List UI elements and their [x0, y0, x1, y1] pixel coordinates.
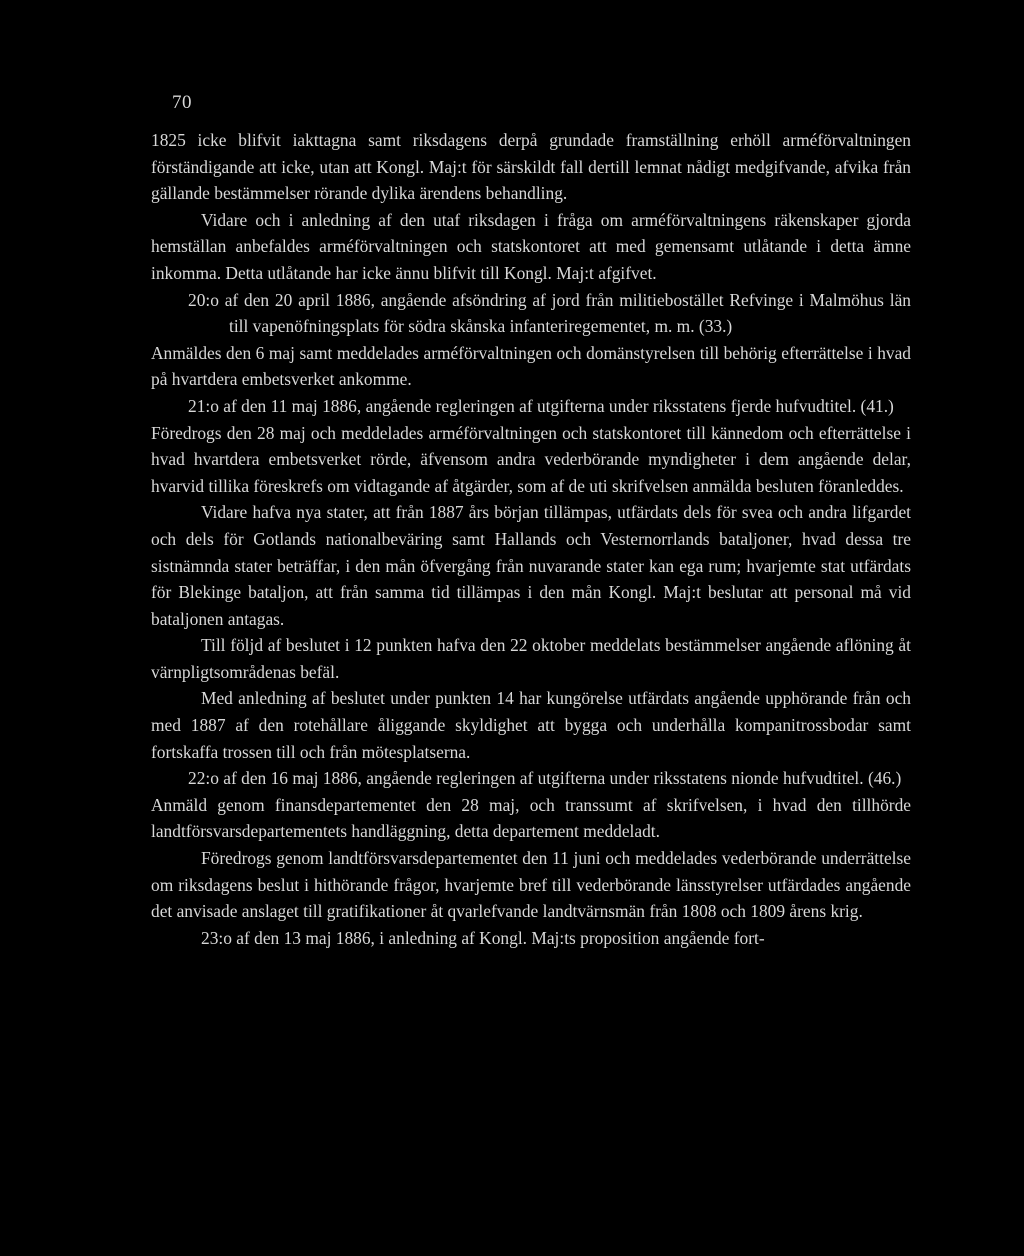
paragraph: Vidare och i anledning af den utaf riksdagen i fråga om arméförvaltningens räkenskaper gjorda hemställan anbefaldes arméförvaltningen och statskontoret att med gemensamt utlåtande i detta ämne inkomma. Detta utlåtande har icke ännu blifvit till Kongl. Maj:t afgifvet. — [151, 209, 911, 283]
paragraph-continuation: 1825 icke blifvit iakttagna samt riksdagens derpå grundade framställning erhöll arméförvaltningen förständigande att icke, utan att Kongl. Maj:t för särskildt fall dertill lemnat nådigt medgifvande, afvika från gällande bestämmelser rörande dylika ärendens behandling. — [151, 130, 911, 204]
paragraph: Anmäldes den 6 maj samt meddelades arméförvaltningen och domänstyrelsen till behörig efterrättelse i hvad på hvartdera embetsverket ankomme. — [151, 342, 911, 390]
paragraph: Vidare hafva nya stater, att från 1887 års början tillämpas, utfärdats dels för svea och andra lifgardet och dels för Gotlands nationalbeväring samt Hallands och Vesternorrlands bataljoner, hvad dessa tre sistnämnda stater beträffar, i den mån öfvergång från nuvarande stater kan ega rum; hvarjemte stat utfärdats för Blekinge bataljon, att från samma tid tillämpas i den mån Kongl. Maj:t beslutar att personal må vid bataljonen antagas. — [151, 502, 911, 629]
page-number: 70 — [172, 92, 192, 113]
section-heading-20: 20:o af den 20 april 1886, angående afsöndring af jord från militiebostället Refvinge i Malmöhus län till vapenöfningsplats för södra skånska infanteriregementet, m. m. (33.) — [188, 289, 911, 337]
paragraph: Föredrogs den 28 maj och meddelades arméförvaltningen och statskontoret till kännedom och efterrättelse i hvad hvartdera embetsverket rörde, äfvensom andra vederbörande myndigheter i dem angående delar, hvarvid tillika föreskrefs om vidtagande af åtgärder, som af de uti skrifvelsen anmälda besluten föranleddes. — [151, 422, 911, 496]
body-text — [151, 127, 911, 951]
paragraph: Föredrogs genom landtförsvarsdepartementet den 11 juni och meddelades vederbörande underrättelse om riksdagens beslut i hithörande frågor, hvarjemte bref till vederbörande länsstyrelser utfärdades angående det anvisade anslaget till gratifikationer åt qvarlefvande landtvärnsmän från 1808 och 1809 årens krig. — [151, 848, 911, 922]
section-heading-23: 23:o af den 13 maj 1886, i anledning af Kongl. Maj:ts proposition angående fort- — [201, 927, 765, 948]
section-heading-22: 22:o af den 16 maj 1886, angående regleringen af utgifterna under riksstatens nionde hufvudtitel. (46.) — [188, 768, 902, 789]
paragraph: Till följd af beslutet i 12 punkten hafva den 22 oktober meddelats bestämmelser angående aflöning åt värnpligtsområdenas befäl. — [151, 635, 911, 682]
section-heading-21: 21:o af den 11 maj 1886, angående regleringen af utgifterna under riksstatens fjerde hufvudtitel. (41.) — [188, 395, 894, 416]
paragraph: Anmäld genom finansdepartementet den 28 maj, och transsumt af skrifvelsen, i hvad den tillhörde landtförsvarsdepartementets handläggning, detta departement meddeladt. — [151, 794, 911, 842]
paragraph: Med anledning af beslutet under punkten 14 har kungörelse utfärdats angående upphörande från och med 1887 af den rotehållare åliggande skyldighet att bygga och underhålla kompanitrossbodar samt fortskaffa trossen till och från mötesplatserna. — [151, 688, 911, 762]
